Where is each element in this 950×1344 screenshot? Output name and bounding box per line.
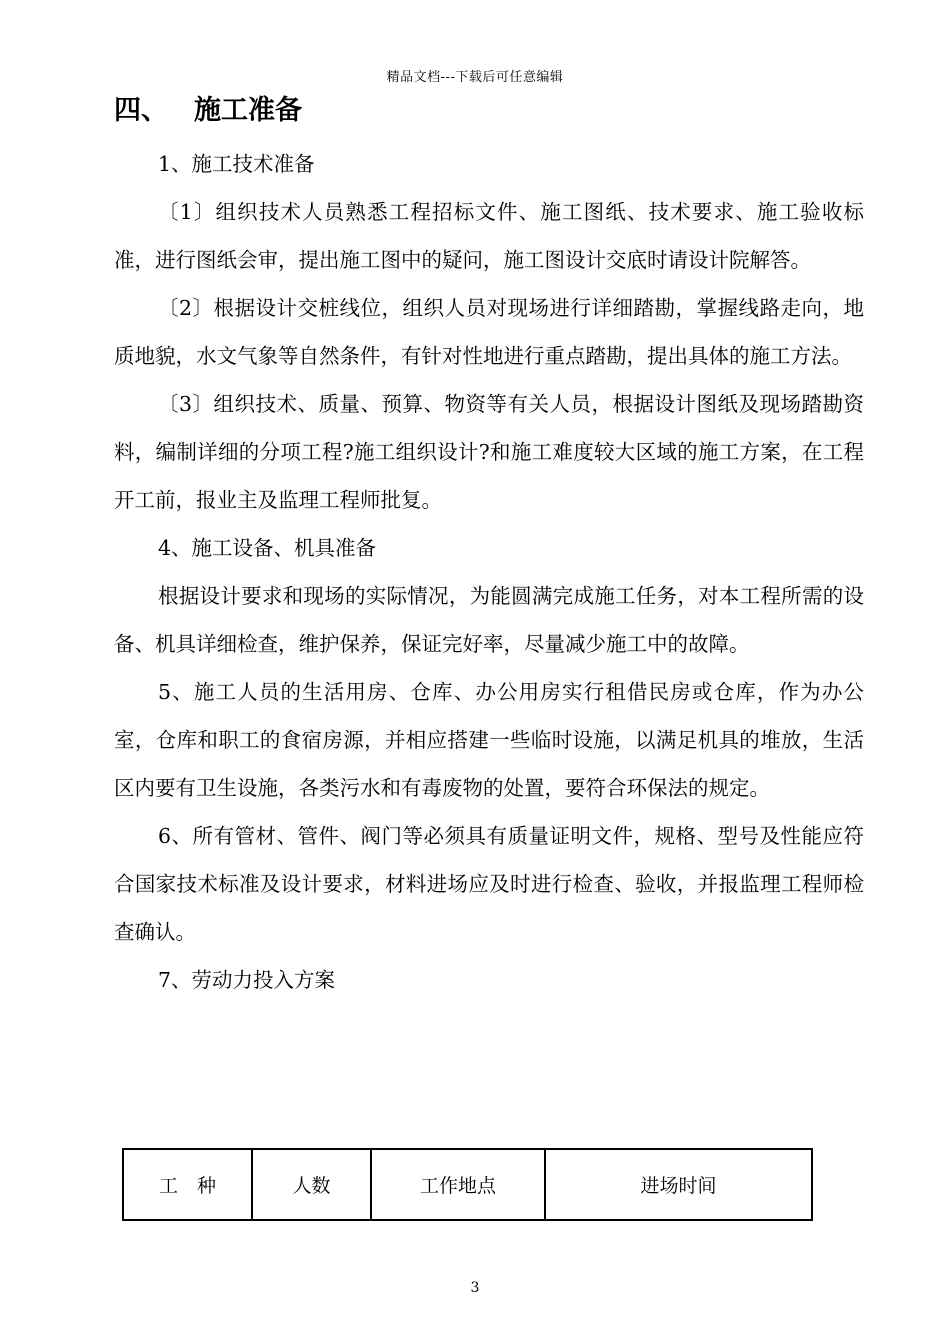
paragraph-item-6: 6、所有管材、管件、阀门等必须具有质量证明文件，规格、型号及性能应符合国家技术标准及设计要求，材料进场应及时进行检查、验收，并报监理工程师检查确认。 (114, 824, 864, 944)
document-body (114, 140, 864, 1004)
table-header-cell-entry-time: 进场时间 (545, 1149, 812, 1220)
section-heading (114, 88, 302, 127)
labor-table (122, 1148, 813, 1221)
page-header: 精品文档---下载后可任意编辑 (386, 70, 564, 85)
subheading-labor-plan: 7、劳动力投入方案 (158, 968, 336, 992)
paragraph-item-3: 〔3〕组织技术、质量、预算、物资等有关人员，根据设计图纸及现场踏勘资料，编制详细的分项工程?施工组织设计?和施工难度较大区域的施工方案，在工程开工前，报业主及监理工程师批复。 (114, 392, 864, 512)
subheading-technical-prep: 1、施工技术准备 (158, 152, 315, 176)
table-header-cell-location: 工作地点 (371, 1149, 545, 1220)
paragraph-item-1: 〔1〕组织技术人员熟悉工程招标文件、施工图纸、技术要求、施工验收标准，进行图纸会审，提出施工图中的疑问，施工图设计交底时请设计院解答。 (114, 200, 864, 272)
table-header-cell-count: 人数 (252, 1149, 371, 1220)
subheading-equipment-prep: 4、施工设备、机具准备 (158, 536, 377, 560)
paragraph-item-2: 〔2〕根据设计交桩线位，组织人员对现场进行详细踏勘，掌握线路走向，地质地貌，水文气象等自然条件，有针对性地进行重点踏勘，提出具体的施工方法。 (114, 296, 864, 368)
table-header-row (123, 1149, 812, 1220)
page-number: 3 (470, 1280, 480, 1296)
section-number: 四、 (114, 95, 168, 126)
paragraph-item-5: 5、施工人员的生活用房、仓库、办公用房实行租借民房或仓库，作为办公室，仓库和职工的食宿房源，并相应搭建一些临时设施，以满足机具的堆放，生活区内要有卫生设施，各类污水和有毒废物的处置，要符合环保法的规定。 (114, 680, 864, 800)
section-title: 施工准备 (194, 95, 302, 126)
paragraph-equipment: 根据设计要求和现场的实际情况，为能圆满完成施工任务，对本工程所需的设备、机具详细检查，维护保养，保证完好率，尽量减少施工中的故障。 (114, 584, 864, 656)
table-header-cell-trade: 工 种 (123, 1149, 252, 1220)
